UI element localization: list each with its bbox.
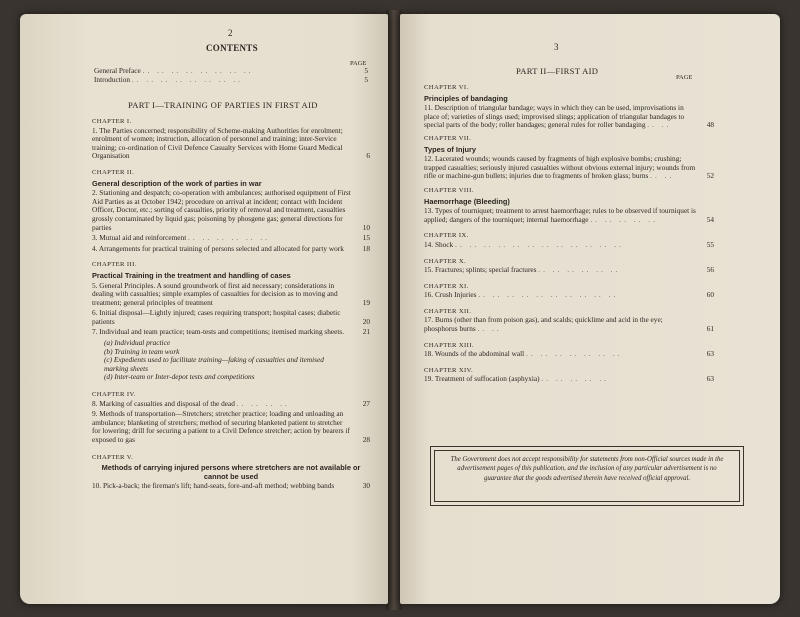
part-title: PART I—TRAINING OF PARTIES IN FIRST AID (128, 100, 318, 110)
chapters-right (424, 84, 714, 384)
disclaimer-box (430, 446, 744, 506)
toc-entry: 15. Fractures; splints; special fractures .. .. .. .. .. .. 56 (424, 265, 714, 275)
list-item: (c) Expedients used to facilitate training—faking of casualties and itemised marking sheets (104, 355, 324, 373)
toc-entry: 16. Crush Injuries .. .. .. .. .. .. .. .. .. .. 60 (424, 290, 714, 300)
chapter-label: CHAPTER VI. (424, 84, 469, 91)
toc-entry: Introduction .. .. .. .. .. .. .. .. 5 (94, 74, 368, 84)
left-page (20, 14, 388, 604)
toc-entry: 2. Stationing and despatch; co-operation with ambulances; authorised equipment of First Aid Parties as at October 1942; procedure on arrival at incident; contact with Incident Officer, Doctor, etc.; sorting of casualties, priority of removal and treatment, casualties grossly contaminated by liquid gas; poisoning by phosgene gas; general directions for parties 10 (92, 188, 370, 232)
chapter-label: CHAPTER IV. (92, 391, 136, 399)
list-item: (b) Training in team work (104, 346, 180, 356)
chapter-label: CHAPTER VIII. (424, 186, 474, 194)
toc-entry: 3. Mutual aid and reinforcement .. .. .. .. .. .. 15 (92, 233, 370, 243)
toc-entry: 19. Treatment of suffocation (asphyxia) .. .. .. .. .. 63 (424, 374, 714, 384)
page-number: 3 (554, 42, 559, 52)
list-item: (d) Inter-team or Inter-depot tests and competitions (104, 372, 255, 382)
toc-entry: 9. Methods of transportation—Stretchers; stretcher practice; loading and unloading an ambulance; blanketing of stretchers; method of securing blanketed patient to stretcher for lowering; drill for securing a patient to a Civil Defence stretcher; action by bearers if exposed to gas 28 (92, 409, 370, 444)
chapter-label: CHAPTER VII. (424, 134, 472, 142)
contents-title: CONTENTS (206, 43, 258, 53)
chapter-label: CHAPTER X. (424, 257, 467, 265)
chapter-label: CHAPTER XIV. (424, 366, 474, 374)
chapter-label: CHAPTER III. (92, 261, 137, 269)
toc-entry: 18. Wounds of the abdominal wall .. .. .. .. .. .. .. 63 (424, 349, 714, 359)
toc-entry: 14. Shock .. .. .. .. .. .. .. .. .. .. .. .. 55 (424, 239, 714, 249)
chapter-label: CHAPTER V. (92, 453, 134, 461)
chapter-subtitle: General description of the work of parties in war (92, 178, 262, 188)
chapter-subtitle: Principles of bandaging (424, 93, 508, 103)
chapter-label: CHAPTER XI. (424, 282, 469, 290)
chapters-left (92, 118, 370, 491)
toc-entry: 12. Lacerated wounds; wounds caused by fragments of high explosive bombs; crushing; trapped casualties; seriously injured casualties without obvious external injury; wounds from rifle or machine-gun bullets; injuries due to fragments of broken glass; burns .. .. 52 (424, 154, 714, 181)
list-item: (a) Individual practice (104, 338, 171, 348)
chapter-label: CHAPTER II. (92, 168, 135, 176)
chapter-label: CHAPTER I. (92, 118, 132, 125)
page-column-label: PAGE (676, 74, 693, 81)
toc-entry: 6. Initial disposal—Lightly injured; cases requiring transport; hospital cases; diabetic patients 20 (92, 308, 370, 326)
right-page (400, 14, 780, 604)
toc-entry: 11. Description of triangular bandage; ways in which they can be used, improvisations in place of; varieties of slings used; improvised slings; application of triangular bandages to special parts of the body; roller bandages; general rules for roller bandaging .. .. 48 (424, 103, 714, 130)
chapter-subtitle: Haemorrhage (Bleeding) (424, 196, 510, 206)
part-title: PART II—FIRST AID (516, 66, 599, 76)
page-column-label: PAGE (350, 60, 367, 67)
toc-entry: 7. Individual and team practice; team-tests and competitions; itemised marking sheets. 21 (92, 327, 370, 337)
chapter-label: CHAPTER IX. (424, 232, 469, 240)
chapter-subtitle: Practical Training in the treatment and handling of cases (92, 270, 291, 280)
toc-entry: General Preface .. .. .. .. .. .. .. .. 5 (94, 66, 368, 75)
toc-entry: 13. Types of tourniquet; treatment to arrest haemorrhage; rules to be observed if tourniquet is applied; dangers of the tourniquet; internal haemorrhage .. .. .. .. .. 54 (424, 206, 714, 224)
toc-entry: 8. Marking of casualties and disposal of the dead .. .. .. .. 27 (92, 398, 370, 408)
toc-entry: 5. General Principles. A sound groundwork of first aid necessary; considerations in dealing with casualties; simple examples of casualties for decision as to moving and treatment; general principles of treatment 19 (92, 280, 370, 307)
toc-entry: 17. Burns (other than from poison gas), and scalds; quicklime and acid in the eye; phosphorus burns .. .. 61 (424, 315, 714, 334)
toc-entry: 1. The Parties concerned; responsibility of Scheme-making Authorities for enrolment; enrolment of women; instruction, allocation of personnel and training; inter-Service training; co-ordination of Civil Defence Casualty Services with Home Guard Medical Organisation 6 (92, 125, 370, 161)
chapter-label: CHAPTER XIII. (424, 341, 474, 349)
toc-entry: 4. Arrangements for practical training of persons selected and allocated for party work 18 (92, 243, 370, 253)
chapter-subtitle: Types of Injury (424, 144, 477, 154)
sub-list (92, 339, 370, 382)
page-number: 2 (228, 28, 233, 38)
toc-entry: 10. Pick-a-back; the fireman's lift; hand-seats, fore-and-aft method; webbing bands 30 (92, 481, 370, 491)
chapter-subtitle: Methods of carrying injured persons where stretchers are not available or cannot be used (101, 463, 361, 481)
chapter-label: CHAPTER XII. (424, 307, 472, 315)
disclaimer-text: The Government does not accept responsibility for statements from non-Official sources made in the advertisement pages of this publication, and the inclusion of any particular advertisement is no guarantee that the goods advertised therein have received official approval. (434, 450, 740, 502)
prelim-list (94, 67, 368, 84)
